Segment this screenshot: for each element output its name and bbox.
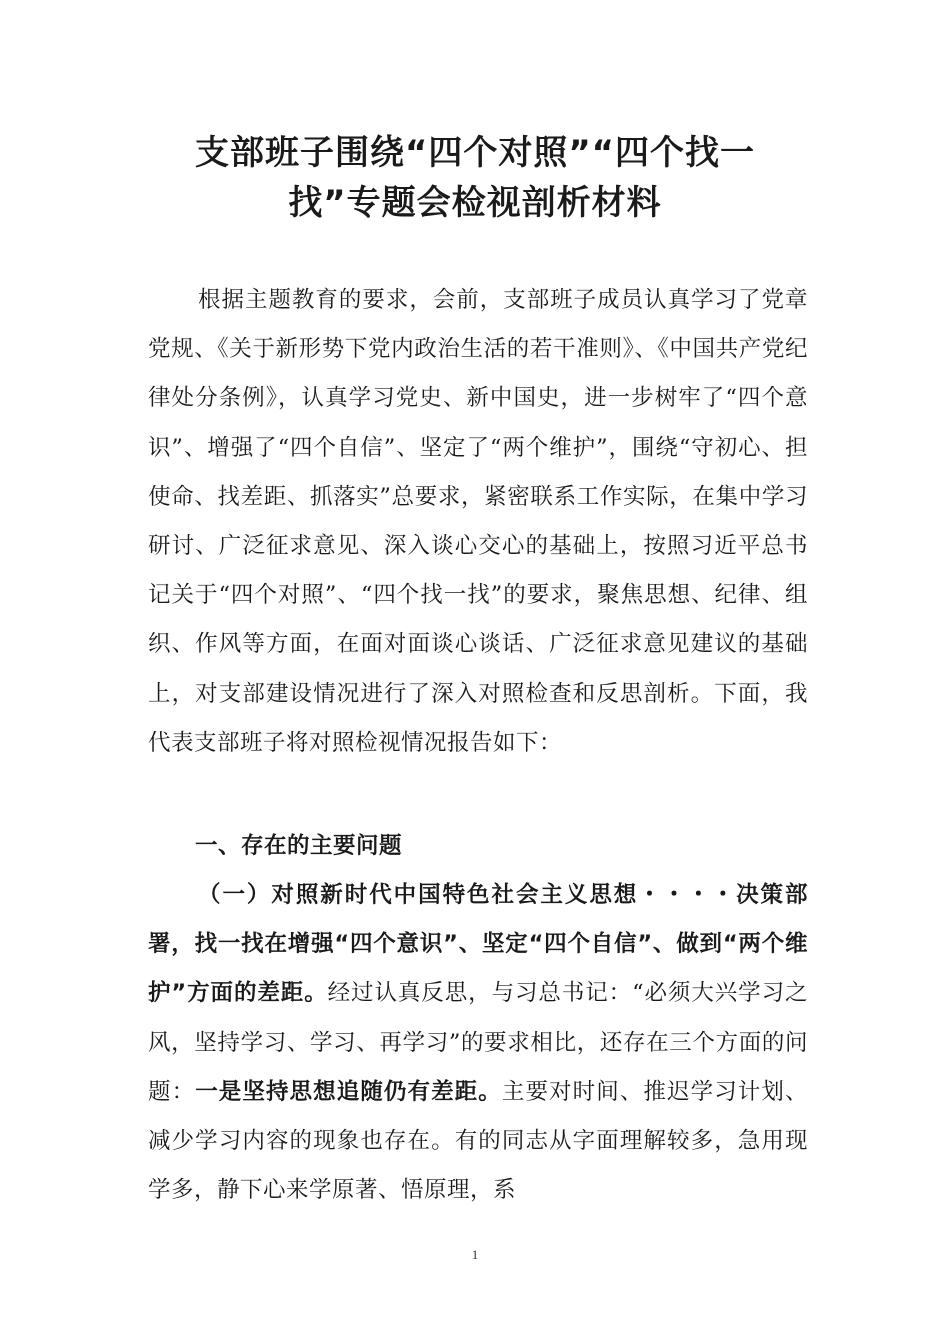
section-heading: 一、存在的主要问题 bbox=[195, 833, 403, 859]
point-one-heading: 一是坚持思想追随仍有差距。 bbox=[195, 1078, 502, 1105]
document-title-line-2: 找”专题会检视剖析材料 bbox=[288, 183, 662, 223]
paragraph-text-continued: 主要对时间、推迟学习计划、减少学习内容的现象也存在。有的同志从字面理解较多，急用现学多，静下心来学原著、悟原理，系 bbox=[148, 1078, 808, 1204]
subsection-heading: （一）对照新时代中国特色社会主义思想・・・・决策部署，找一找在增强“四个意识”、坚定“四个自信”、做到“两个维护”方面的差距。 bbox=[148, 882, 808, 1007]
page-number: 1 bbox=[471, 1247, 479, 1262]
intro-paragraph: 根据主题教育的要求，会前，支部班子成员认真学习了党章党规、《关于新形势下党内政治生活的若干准则》、《中国共产党纪律处分条例》，认真学习党史、新中国史，进一步树牢了“四个意识”、增强了“四个自信”、坚定了“两个维护”，围绕“守初心、担使命、找差距、抓落实”总要求，紧密联系工作实际，在集中学习研讨、广泛征求意见、深入谈心交心的基础上，按照习近平总书记关于“四个对照”、“四个找一找”的要求，聚焦思想、纪律、组织、作风等方面，在面对面谈心谈话、广泛征求意见建议的基础上，对支部建设情况进行了深入对照检查和反思剖析。下面，我代表支部班子将对照检视情况报告如下： bbox=[148, 287, 808, 756]
paragraph-text: 经过认真反思，与习总书记：“必须大兴学习之风，坚持学习、学习、再学习”的要求相比，还存在三个方面的问题： bbox=[148, 980, 808, 1105]
document-title-line-1: 支部班子围绕“四个对照”“四个找一 bbox=[194, 133, 756, 173]
problem-paragraph bbox=[148, 871, 808, 1215]
